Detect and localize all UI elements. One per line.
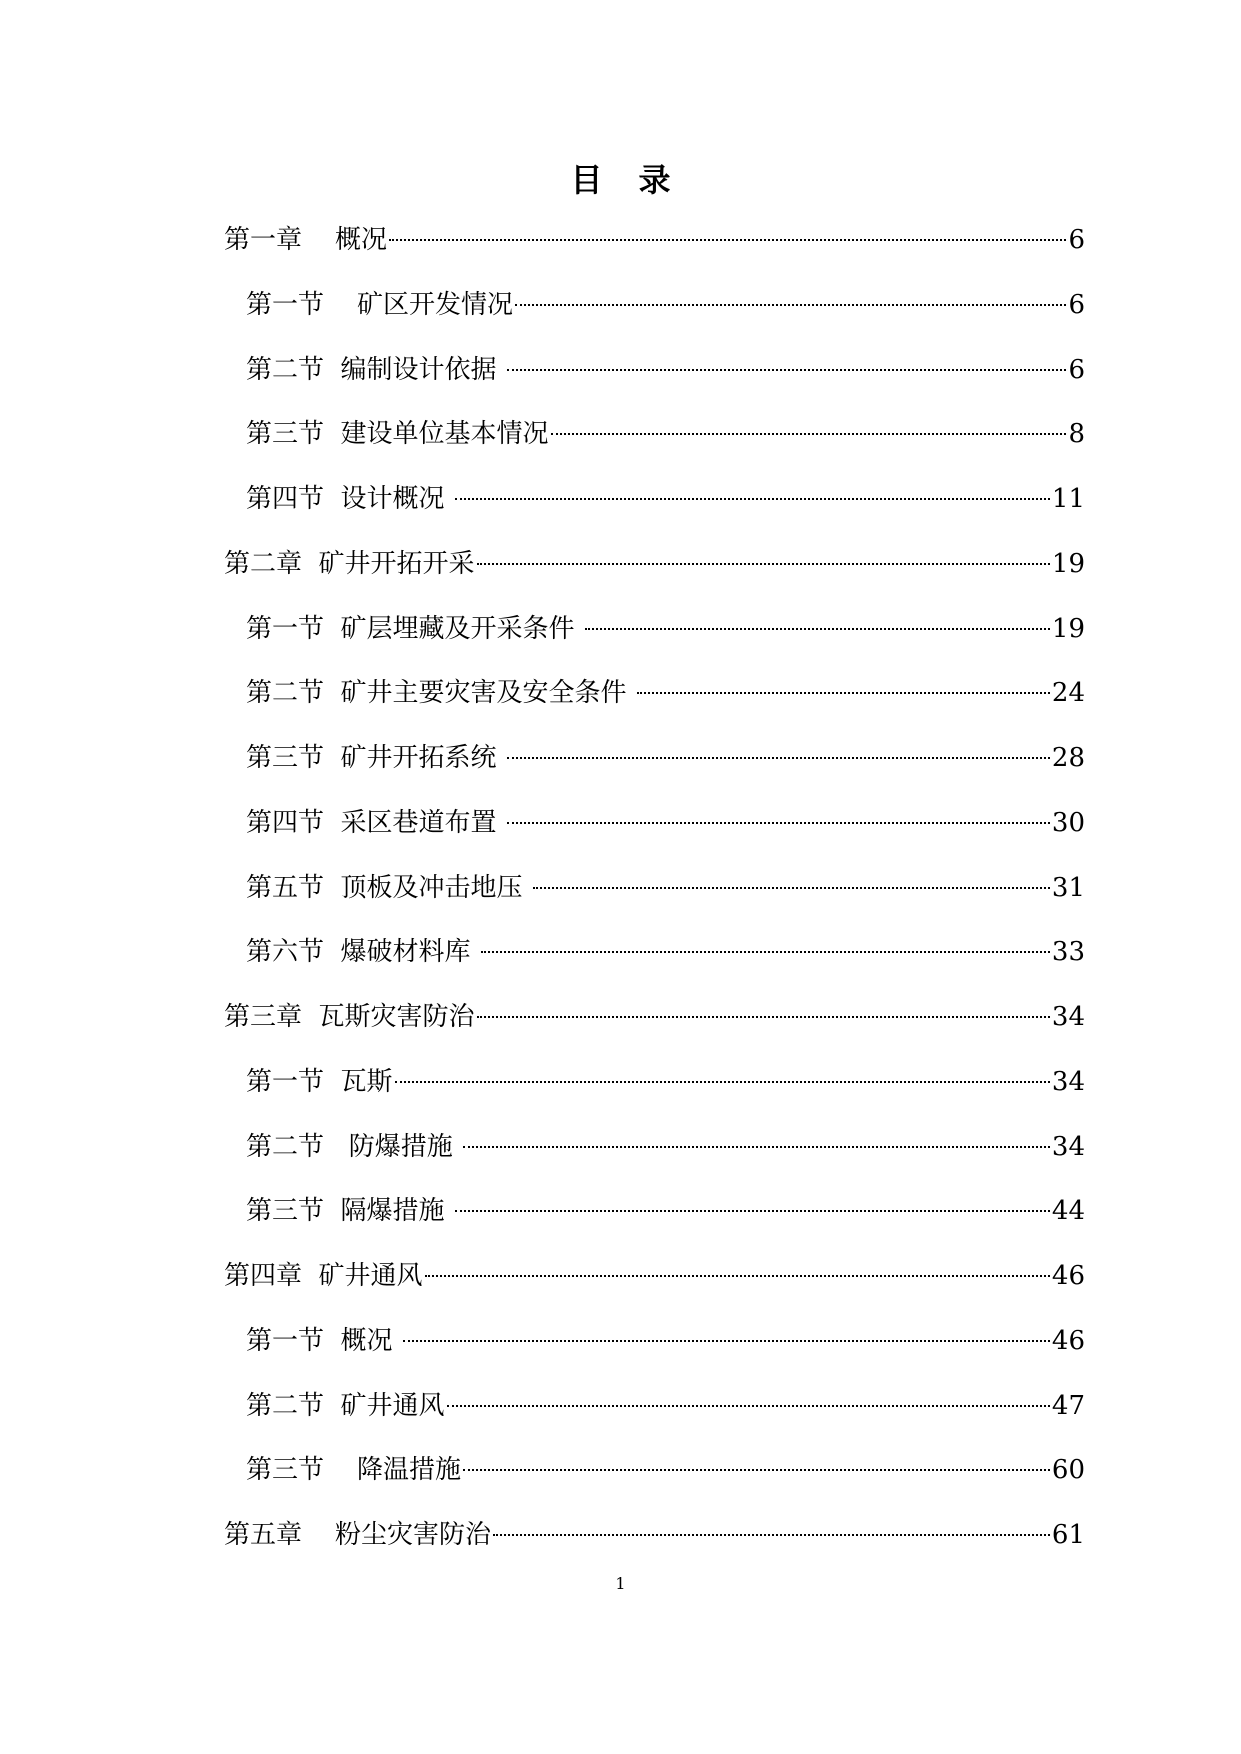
toc-entry-title: 第一节 矿层埋藏及开采条件 bbox=[246, 613, 583, 644]
page-number: 1 bbox=[615, 1574, 626, 1593]
toc-dot-leader bbox=[507, 757, 1050, 759]
toc-section-entry[interactable] bbox=[246, 738, 1085, 778]
toc-section-entry[interactable] bbox=[246, 803, 1085, 843]
toc-dot-leader bbox=[551, 433, 1067, 435]
toc-entry-page-number: 34 bbox=[1051, 1131, 1085, 1162]
toc-entry-page-number: 19 bbox=[1051, 613, 1085, 644]
toc-dot-leader bbox=[481, 951, 1050, 953]
toc-section-entry[interactable] bbox=[246, 868, 1085, 908]
toc-dot-leader bbox=[477, 563, 1050, 565]
toc-dot-leader bbox=[455, 1210, 1050, 1212]
toc-entry-page-number: 28 bbox=[1051, 743, 1085, 773]
toc-dot-leader bbox=[447, 1405, 1050, 1407]
toc-entry-page-number: 61 bbox=[1051, 1520, 1085, 1550]
toc-entry-page-number: 47 bbox=[1051, 1390, 1085, 1421]
page-title: 目录 bbox=[570, 161, 707, 199]
toc-dot-leader bbox=[533, 887, 1050, 889]
toc-section-entry[interactable] bbox=[246, 1321, 1085, 1361]
toc-dot-leader bbox=[455, 498, 1050, 500]
toc-entry-page-number: 11 bbox=[1051, 484, 1085, 514]
toc-entry-page-number: 6 bbox=[1068, 289, 1085, 320]
toc-entry-page-number: 8 bbox=[1068, 419, 1085, 450]
toc-dot-leader bbox=[507, 369, 1067, 371]
toc-section-entry[interactable] bbox=[246, 609, 1085, 649]
toc-entry-title: 第二节 编制设计依据 bbox=[246, 354, 505, 385]
toc-entry-page-number: 33 bbox=[1051, 937, 1085, 968]
toc-entry-page-number: 34 bbox=[1051, 1002, 1085, 1032]
toc-chapter-entry[interactable] bbox=[224, 997, 1085, 1037]
toc-section-entry[interactable] bbox=[246, 285, 1085, 325]
toc-entry-title: 第五节 顶板及冲击地压 bbox=[246, 872, 531, 903]
toc-entry-page-number: 19 bbox=[1051, 548, 1085, 579]
toc-section-entry[interactable] bbox=[246, 1386, 1085, 1426]
toc-entry-title: 第六节 爆破材料库 bbox=[246, 937, 479, 968]
toc-entry-title: 第四章 矿井通风 bbox=[224, 1261, 423, 1291]
toc-entry-title: 第二节 矿井主要灾害及安全条件 bbox=[246, 678, 635, 709]
toc-entry-title: 第一节 概况 bbox=[246, 1325, 401, 1356]
toc-chapter-entry[interactable] bbox=[224, 1515, 1085, 1555]
toc-entry-page-number: 30 bbox=[1051, 807, 1085, 838]
toc-dot-leader bbox=[493, 1534, 1050, 1536]
toc-dot-leader bbox=[403, 1340, 1050, 1342]
toc-entry-page-number: 31 bbox=[1051, 872, 1085, 903]
toc-chapter-entry[interactable] bbox=[224, 1256, 1085, 1296]
toc-entry-title: 第五章 粉尘灾害防治 bbox=[224, 1520, 492, 1550]
toc-entry-title: 第三节 矿井开拓系统 bbox=[246, 743, 505, 773]
toc-chapter-entry[interactable] bbox=[224, 544, 1085, 584]
toc-entry-title: 第二章 矿井开拓开采 bbox=[224, 548, 475, 579]
toc-entry-title: 第三章 瓦斯灾害防治 bbox=[224, 1002, 475, 1032]
toc-section-entry[interactable] bbox=[246, 932, 1085, 972]
toc-dot-leader bbox=[507, 822, 1050, 824]
toc-entry-title: 第三节 隔爆措施 bbox=[246, 1196, 453, 1227]
toc-entry-page-number: 46 bbox=[1051, 1261, 1085, 1291]
toc-entry-page-number: 60 bbox=[1051, 1455, 1085, 1486]
toc-section-entry[interactable] bbox=[246, 1191, 1085, 1231]
toc-dot-leader bbox=[463, 1469, 1050, 1471]
toc-dot-leader bbox=[395, 1081, 1050, 1083]
toc-entry-page-number: 24 bbox=[1051, 678, 1085, 709]
toc-section-entry[interactable] bbox=[246, 1450, 1085, 1490]
toc-section-entry[interactable] bbox=[246, 350, 1085, 390]
toc-entry-title: 第四节 采区巷道布置 bbox=[246, 807, 505, 838]
toc-dot-leader bbox=[515, 304, 1066, 306]
toc-dot-leader bbox=[463, 1146, 1050, 1148]
toc-entry-title: 第四节 设计概况 bbox=[246, 484, 453, 514]
toc-entry-title: 第一章 概况 bbox=[224, 225, 388, 255]
toc-section-entry[interactable] bbox=[246, 414, 1085, 454]
toc-section-entry[interactable] bbox=[246, 1127, 1085, 1167]
toc-entry-page-number: 44 bbox=[1051, 1196, 1085, 1227]
toc-dot-leader bbox=[637, 692, 1050, 694]
toc-entry-page-number: 6 bbox=[1068, 225, 1085, 255]
toc-dot-leader bbox=[585, 628, 1050, 630]
toc-section-entry[interactable] bbox=[246, 673, 1085, 713]
toc-entry-page-number: 46 bbox=[1051, 1325, 1085, 1356]
toc-entry-title: 第三节 降温措施 bbox=[246, 1455, 462, 1486]
toc-entry-page-number: 6 bbox=[1068, 354, 1085, 385]
toc-dot-leader bbox=[389, 239, 1066, 241]
toc-chapter-entry[interactable] bbox=[224, 220, 1085, 260]
toc-dot-leader bbox=[477, 1016, 1050, 1018]
toc-dot-leader bbox=[425, 1275, 1050, 1277]
toc-entry-title: 第一节 瓦斯 bbox=[246, 1066, 393, 1097]
toc-entry-title: 第三节 建设单位基本情况 bbox=[246, 419, 549, 450]
toc-section-entry[interactable] bbox=[246, 479, 1085, 519]
toc-section-entry[interactable] bbox=[246, 1062, 1085, 1102]
toc-entry-title: 第一节 矿区开发情况 bbox=[246, 289, 514, 320]
toc-entry-title: 第二节 矿井通风 bbox=[246, 1390, 445, 1421]
toc-entry-page-number: 34 bbox=[1051, 1066, 1085, 1097]
toc-entry-title: 第二节 防爆措施 bbox=[246, 1131, 462, 1162]
